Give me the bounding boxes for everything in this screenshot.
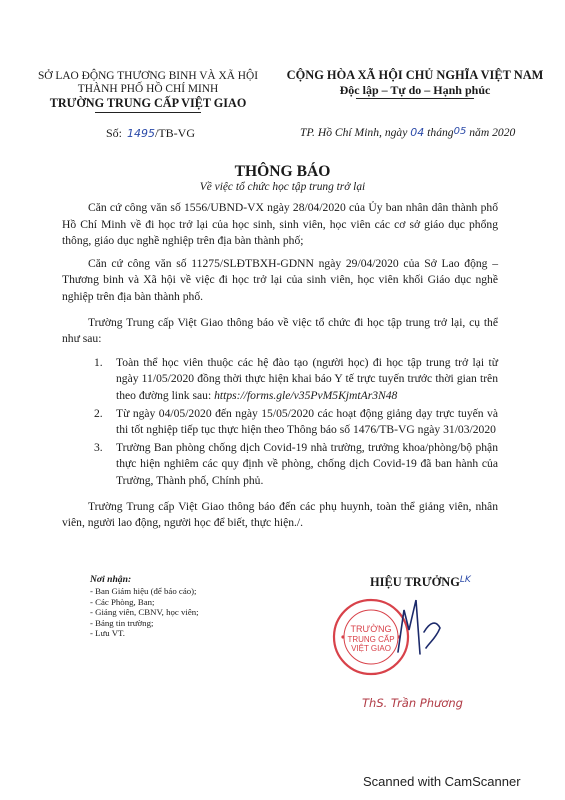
date-line: [300, 126, 515, 139]
list-item: [94, 440, 498, 490]
date-day: 04: [410, 126, 425, 139]
doc-title: THÔNG BÁO: [234, 163, 331, 180]
recipient-item: - Bảng tin trường;: [90, 617, 154, 628]
header-left-underline: [95, 112, 201, 113]
recipients-block: [90, 574, 270, 639]
list-item-text: Trường Ban phòng chống dịch Covid-19 nhà trường, trưởng khoa/phòng/bộ phận thực hiện nghiêm các quy định về phòng, chống dịch Covid-19 đã ban hành của Trường, Thành phố, Chính phủ.: [116, 440, 498, 487]
signature-role-mark: LK: [459, 575, 471, 585]
doc-number-suffix: /TB-VG: [155, 126, 196, 140]
signature-role: [370, 575, 471, 590]
date-month-word: tháng: [427, 126, 454, 139]
agency-name: SỞ LAO ĐỘNG THƯƠNG BINH VÀ XÃ HỘI: [37, 70, 259, 82]
date-year: năm 2020: [469, 126, 516, 139]
doc-number-handwritten: 1495: [127, 127, 156, 140]
paragraph-1: Căn cứ công văn số 1556/UBND-VX ngày 28/04/2020 của Ủy ban nhân dân thành phố Hồ Chí Minh về đi học trở lại của học sinh, sinh viên, học viên các cơ sở giáo dục phổng thông, giáo dục nghề nghiệp trên địa bàn thành phố;: [62, 201, 498, 248]
signer-name: ThS. Trần Phương: [362, 696, 463, 710]
city-name: THÀNH PHỐ HỒ CHÍ MINH: [77, 83, 219, 95]
header-left: [28, 70, 268, 113]
stamp-middle-text: TRUNG CẤP: [347, 635, 395, 644]
stamp-bottom-text: VIỆT GIAO: [351, 644, 391, 653]
list-item-text: Từ ngày 04/05/2020 đến ngày 15/05/2020 các hoạt động giảng dạy trực tuyến và thi tốt nghiệp tiếp tục thực hiện theo Thông báo số 1476/TB-VG ngày 31/03/2020: [116, 406, 498, 437]
recipient-item: - Giảng viên, CBNV, học viên;: [90, 607, 199, 618]
doc-subtitle: Về việc tổ chức học tập trung trở lại: [199, 181, 366, 193]
list-item: [94, 355, 498, 405]
recipients-label: Nơi nhận:: [90, 574, 132, 585]
item-list: [94, 355, 498, 490]
header-right: [282, 68, 548, 99]
paragraph-2: Căn cứ công văn số 11275/SLĐTBXH-GDNN ngày 29/04/2020 của Sở Lao động – Thương binh và Xã hội về việc đi học trở lại của sinh viên, học viên khối Giáo dục nghề nghiệp trên địa bàn thành phố.: [62, 256, 498, 303]
list-item-number: 3.: [94, 440, 103, 454]
list-item-number: 1.: [94, 355, 103, 369]
form-link[interactable]: https://forms.gle/v35PvM5KjmtAr3N48: [214, 388, 398, 402]
nation-title: CỘNG HÒA XÃ HỘI CHỦ NGHĨA VIỆT NAM: [286, 68, 544, 82]
list-item-body: Toàn thể học viên thuộc các hệ đào tạo (người học) đi học tập trung trở lại từ ngày 11/05/2020 đồng thời thực hiện khai báo Y tế trực tuyến trước thời gian trên theo đường link sau:: [116, 355, 498, 402]
recipient-item: - Lưu VT.: [90, 628, 125, 639]
list-item: [94, 406, 498, 439]
doc-number-prefix: Số:: [106, 126, 123, 140]
school-name: TRƯỜNG TRUNG CẤP VIỆT GIAO: [49, 96, 247, 110]
signature-role-text: HIỆU TRƯỞNG: [370, 575, 460, 589]
doc-number: [106, 126, 195, 141]
list-item-number: 2.: [94, 406, 103, 420]
nation-motto: Độc lập – Tự do – Hạnh phúc: [339, 83, 491, 97]
scanner-label: Scanned with CamScanner: [363, 774, 521, 789]
stamp-top-text: TRƯỜNG: [350, 624, 392, 634]
motto-underline: [356, 98, 474, 99]
list-item-text: [94, 355, 498, 405]
date-prefix: TP. Hồ Chí Minh, ngày: [300, 126, 408, 139]
paragraph-3: Trường Trung cấp Việt Giao thông báo về việc tổ chức đi học tập trung trở lại, cụ thể như sau:: [62, 315, 498, 346]
doc-body: [62, 200, 498, 532]
date-month: 05: [453, 126, 467, 137]
recipient-item: - Các Phòng, Ban;: [90, 596, 155, 607]
recipient-item: - Ban Giám hiệu (để báo cáo);: [90, 586, 197, 596]
signature-scribble: [390, 592, 450, 662]
closing-paragraph: Trường Trung cấp Việt Giao thông báo đến các phụ huynh, toàn thể giảng viên, nhân viên, người lao động, người học để biết, thực hiện./.: [62, 499, 498, 530]
